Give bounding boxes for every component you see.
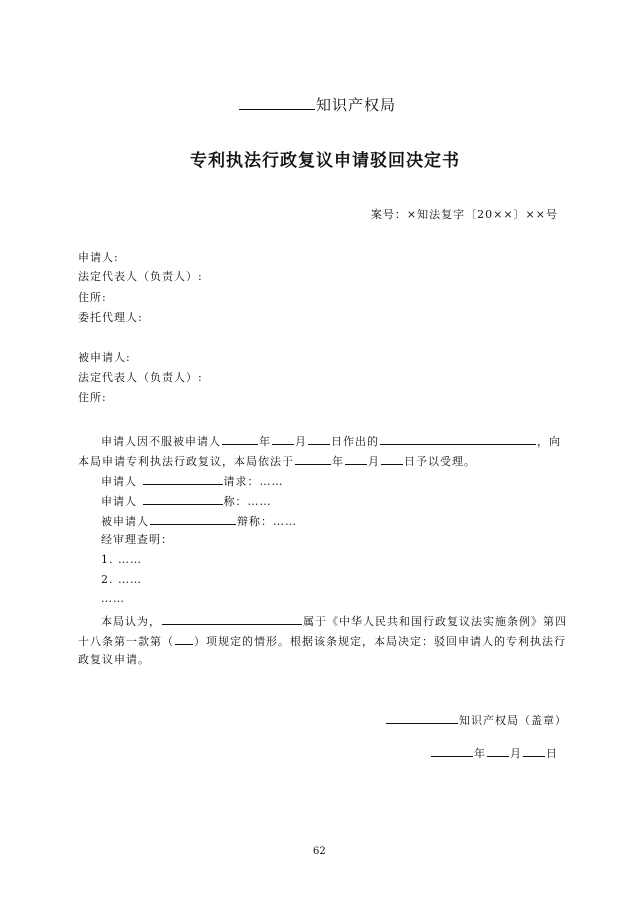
stamp-office-blank[interactable] xyxy=(386,711,458,724)
office-suffix: 知识产权局 xyxy=(316,96,397,114)
findings-label: 经审理查明： xyxy=(101,533,173,546)
decision-name-blank[interactable] xyxy=(380,432,536,445)
issuing-office-header xyxy=(238,94,396,115)
finding-ellipsis: …… xyxy=(101,592,125,605)
respondent-legal-rep-label: 法定代表人（负责人）: xyxy=(78,371,203,384)
request-applicant-blank[interactable] xyxy=(143,472,223,485)
applicant-legal-rep-label: 法定代表人（负责人）: xyxy=(78,270,203,283)
sign-year-blank[interactable] xyxy=(431,744,473,757)
accept-month-blank[interactable] xyxy=(345,452,367,465)
applicant-label: 申请人: xyxy=(78,251,119,264)
case-number: 案号：×知法复字〔20××〕××号 xyxy=(370,208,558,221)
office-stamp-line: 知识产权局（盖章） xyxy=(385,711,567,729)
body-line-1: 申请人因不服被申请人 年 月 日作出的 ，向 xyxy=(101,432,561,450)
claim-line: 申请人 称：…… xyxy=(101,492,272,510)
sign-month-blank[interactable] xyxy=(487,744,509,757)
conclusion-line-1: 本局认为， 属于《中华人民共和国行政复议法实施条例》第四 xyxy=(101,612,567,630)
defense-line: 被申请人 辩称：…… xyxy=(101,512,297,530)
conclusion-line-2: 十八条第一款第（ ）项规定的情形。根据该条规定，本局决定：驳回申请人的专利执法行 xyxy=(78,632,566,650)
sign-day-blank[interactable] xyxy=(523,744,545,757)
claim-applicant-blank[interactable] xyxy=(143,492,223,505)
reason-blank[interactable] xyxy=(162,612,302,625)
document-title: 专利执法行政复议申请驳回决定书 xyxy=(190,151,460,171)
accept-day-blank[interactable] xyxy=(381,452,403,465)
signature-date-line: 年 月 日 xyxy=(430,744,558,762)
decision-day-blank[interactable] xyxy=(308,432,330,445)
agent-label: 委托代理人: xyxy=(78,311,143,324)
respondent-label: 被申请人: xyxy=(78,351,131,364)
decision-year-blank[interactable] xyxy=(222,432,258,445)
finding-item-1: 1. …… xyxy=(101,553,142,566)
item-number-blank[interactable] xyxy=(175,632,193,645)
conclusion-line-3: 政复议申请。 xyxy=(78,653,150,666)
accept-year-blank[interactable] xyxy=(295,452,331,465)
office-name-blank[interactable] xyxy=(239,95,315,110)
request-line: 申请人 请求：…… xyxy=(101,472,284,490)
page-number: 62 xyxy=(313,846,326,857)
applicant-address-label: 住所: xyxy=(78,291,107,304)
finding-item-2: 2. …… xyxy=(101,573,142,586)
body-line-2: 本局申请专利执法行政复议，本局依法于 年 月 日予以受理。 xyxy=(78,452,476,470)
decision-month-blank[interactable] xyxy=(272,432,294,445)
defense-respondent-blank[interactable] xyxy=(150,512,236,525)
respondent-address-label: 住所: xyxy=(78,391,107,404)
